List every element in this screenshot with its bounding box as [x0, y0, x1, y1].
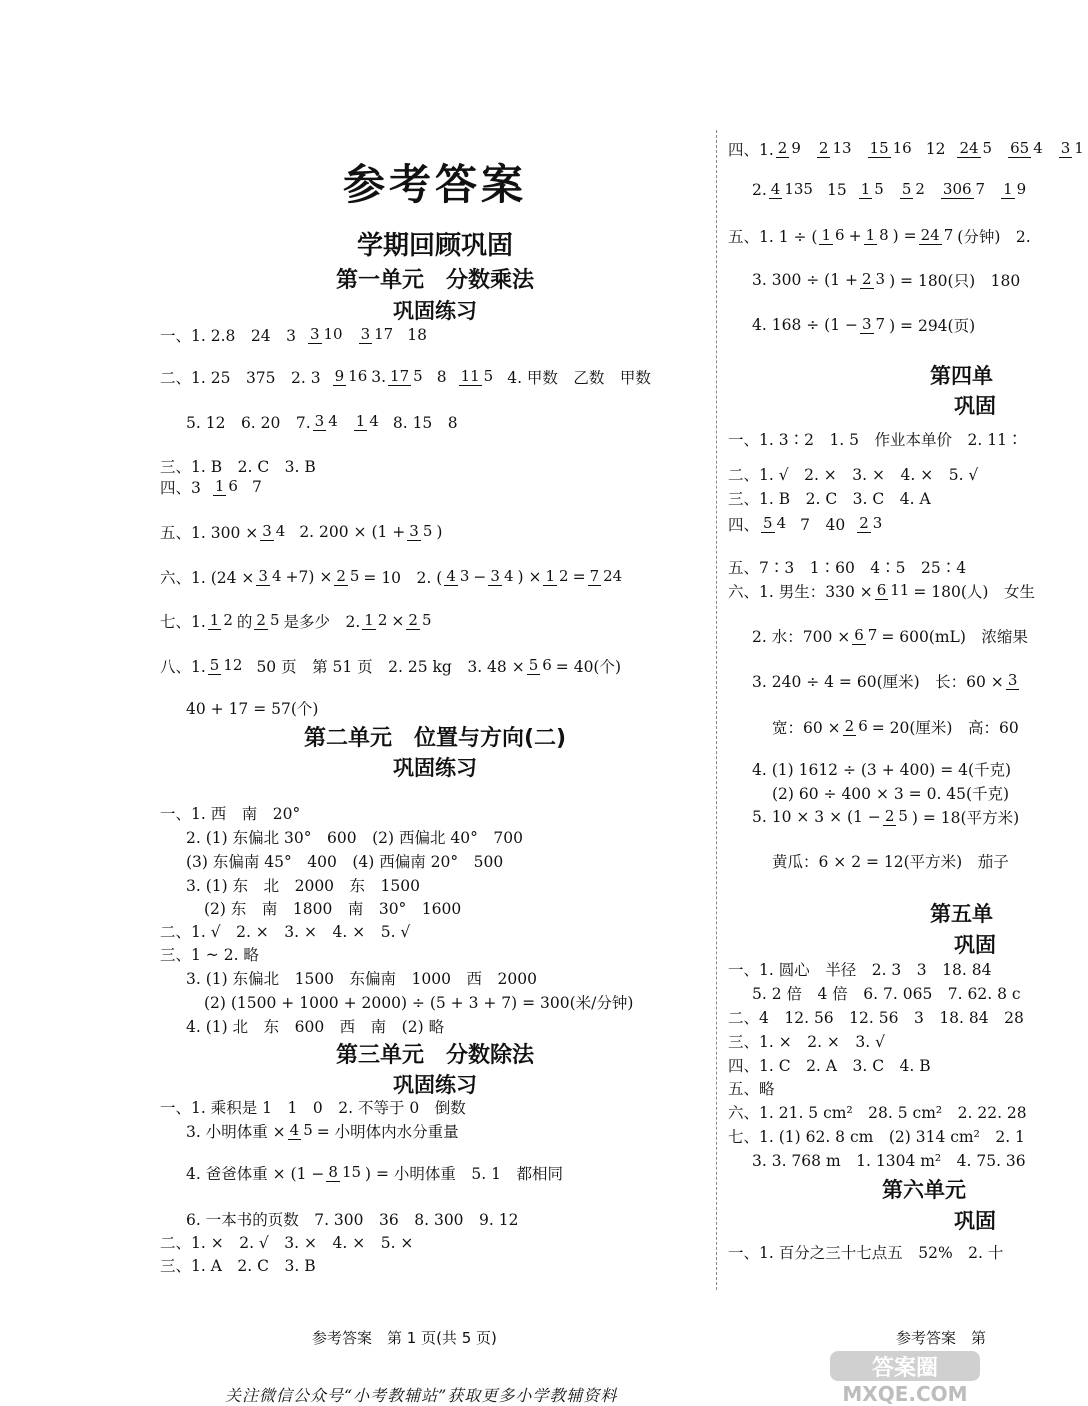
- page-footer-right: 参考答案 第: [896, 1329, 987, 1347]
- answer-line: 4. (1) 1612 ÷ (3 + 400) = 4(千克): [752, 761, 1012, 779]
- answer-line: 二、4 12. 56 12. 56 3 18. 84 28: [728, 1009, 1024, 1027]
- unit2-title: 第二单元 位置与方向(二): [303, 726, 567, 751]
- answer-line: 一、1. 西 南 20°: [160, 805, 301, 823]
- answer-line: 四、 5 4 7 40 2 3: [728, 514, 883, 534]
- answer-line: (2) 60 ÷ 400 × 3 = 0. 45(千克): [772, 785, 1010, 803]
- answer-line: 4. (1) 北 东 600 西 南 (2) 略: [186, 1018, 445, 1036]
- answer-line: 5. 12 6. 20 7. 3 4 1 4 8. 15 8: [186, 412, 458, 432]
- answer-line: 五、1. 1 ÷ ( 1 6 + 1 8 ) = 24 7 (分钟) 2.: [728, 226, 1031, 246]
- answer-line: 2. 水：700 × 6 7 = 600(mL) 浓缩果: [752, 626, 1028, 646]
- answer-line: 一、1. 圆心 半径 2. 3 3 18. 84: [728, 961, 992, 979]
- answer-line: 二、1. √ 2. × 3. × 4. × 5. √: [160, 923, 411, 941]
- answer-line: 3. (1) 东偏北 1500 东偏南 1000 西 2000: [186, 970, 537, 988]
- answer-line: 一、1. 百分之三十七点五 52% 2. 十: [728, 1244, 1004, 1262]
- answer-line: 黄瓜：6 × 2 = 12(平方米) 茄子: [772, 853, 1009, 871]
- unit3-subtitle: 巩固练习: [393, 1073, 477, 1097]
- answer-line: 五、1. 300 × 3 4 2. 200 × (1 + 3 5 ): [160, 522, 443, 542]
- answer-line: 三、1. B 2. C 3. C 4. A: [728, 490, 931, 508]
- answer-line: 三、1 ~ 2. 略: [160, 946, 259, 964]
- answer-line: 3. 240 ÷ 4 = 60(厘米) 长：60 × 3: [752, 671, 1018, 691]
- mxqe-logo-stamp: [800, 1345, 1000, 1405]
- answer-line: (3) 东偏南 45° 400 (4) 西偏南 20° 500: [186, 853, 504, 871]
- answer-line: 4. 168 ÷ (1 − 3 7 ) = 294(页): [752, 315, 976, 335]
- answer-line: 2. 4 135 15 1 5 5 2 306 7 1 9: [752, 180, 1027, 199]
- answer-line: 一、1. 乘积是 1 1 0 2. 不等于 0 倒数: [160, 1099, 466, 1117]
- unit1-subtitle: 巩固练习: [393, 299, 477, 323]
- answer-line: 6. 一本书的页数 7. 300 36 8. 300 9. 12: [186, 1211, 519, 1229]
- answer-line: 3. 小明体重 × 4 5 = 小明体内水分重量: [186, 1121, 459, 1141]
- answer-line: 3. 300 ÷ (1 + 2 3 ) = 180(只) 180: [752, 270, 1021, 290]
- answer-line: 六、1. 21. 5 cm² 28. 5 cm² 2. 22. 28: [728, 1104, 1027, 1122]
- wechat-promo-text: 关注微信公众号“小考教辅站”获取更多小学教辅资料: [225, 1386, 618, 1405]
- answer-line: 三、1. × 2. × 3. √: [728, 1033, 885, 1051]
- unit4-subtitle: 巩固: [954, 394, 996, 418]
- unit3-title: 第三单元 分数除法: [335, 1043, 534, 1068]
- answer-line: 四、3 1 6 7: [160, 477, 262, 497]
- answer-line: 七、1. 1 2 的 2 5 是多少 2. 1 2 × 2 5: [160, 611, 432, 631]
- answer-line: 八、1. 5 12 50 页 第 51 页 2. 25 kg 3. 48 × 5 6 = 40(个): [160, 656, 622, 676]
- unit6-subtitle: 巩固: [954, 1209, 996, 1233]
- answer-line: 5. 10 × 3 × (1 − 2 5 ) = 18(平方米): [752, 807, 1020, 827]
- page-title: 参考答案: [342, 160, 527, 209]
- unit6-title: 第六单元: [882, 1178, 966, 1202]
- answer-line: 宽：60 × 2 6 = 20(厘米) 高：60: [772, 717, 1019, 737]
- unit4-title: 第四单: [930, 364, 993, 388]
- answer-line: 二、1. 25 375 2. 3 9 16 3. 17 5 8 11 5 4. 甲数 乙数 甲数: [160, 367, 651, 387]
- answer-line: 一、1. 3∶2 1. 5 作业本单价 2. 11∶: [728, 431, 1023, 449]
- page-footer: 参考答案 第 1 页(共 5 页): [312, 1329, 497, 1347]
- answer-line: 六、1. 男生：330 × 6 11 = 180(人) 女生: [728, 581, 1035, 601]
- answer-line: 七、1. (1) 62. 8 cm (2) 314 cm² 2. 1: [728, 1128, 1025, 1146]
- answer-line: 3. (1) 东 北 2000 东 1500: [186, 877, 420, 895]
- answer-line: 一、1. 2.8 24 3 3 10 3 17 18: [160, 325, 427, 345]
- answer-line: (2) 东 南 1800 南 30° 1600: [204, 900, 462, 918]
- answer-line: 3. 3. 768 m 1. 1304 m² 4. 75. 36: [752, 1152, 1026, 1170]
- right-column: [716, 0, 1084, 1347]
- answer-line: 2. (1) 东偏北 30° 600 (2) 西偏北 40° 700: [186, 829, 523, 847]
- answer-line: 4. 爸爸体重 × (1 − 8 15 ) = 小明体重 5. 1 都相同: [186, 1163, 563, 1183]
- answer-line: 二、1. √ 2. × 3. × 4. × 5. √: [728, 466, 979, 484]
- unit5-title: 第五单: [930, 902, 993, 926]
- svg-text:答案圈: 答案圈: [871, 1356, 939, 1381]
- answer-line: 五、7∶3 1∶60 4∶5 25∶4: [728, 559, 967, 577]
- answer-line: 四、1. C 2. A 3. C 4. B: [728, 1057, 931, 1075]
- answer-line: 二、1. × 2. √ 3. × 4. × 5. ×: [160, 1234, 414, 1252]
- answer-line: 四、1. 2 9 2 13 15 16 12 24 5 65 4 3 1: [728, 139, 1084, 159]
- unit2-subtitle: 巩固练习: [393, 756, 477, 780]
- answer-line: (2) (1500 + 1000 + 2000) ÷ (5 + 3 + 7) = 300(米/分钟): [204, 994, 634, 1012]
- svg-text:MXQE.COM: MXQE.COM: [842, 1382, 968, 1406]
- answer-line: 三、1. A 2. C 3. B: [160, 1257, 316, 1275]
- section-title: 学期回顾巩固: [356, 231, 513, 261]
- answer-line: 5. 2 倍 4 倍 6. 7. 065 7. 62. 8 c: [752, 985, 1021, 1003]
- unit5-subtitle: 巩固: [954, 933, 996, 957]
- unit1-title: 第一单元 分数乘法: [335, 268, 534, 293]
- answer-line: 三、1. B 2. C 3. B: [160, 458, 316, 476]
- answer-line: 40 + 17 = 57(个): [186, 700, 319, 718]
- answer-line: 六、1. (24 × 3 4 +7) × 2 5 = 10 2. ( 4 3 − 3 4 ) × 1 2 = 7 24: [160, 567, 623, 587]
- answer-line: 五、略: [728, 1080, 775, 1098]
